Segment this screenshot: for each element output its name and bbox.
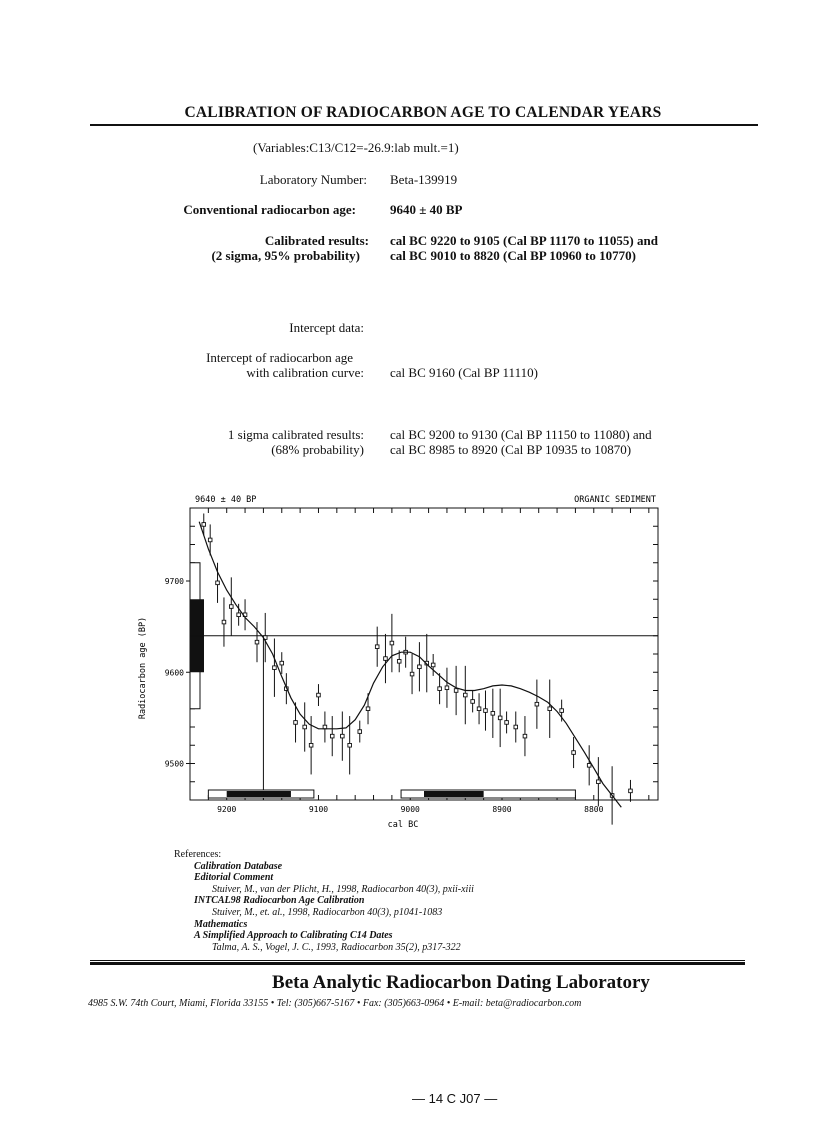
data-point xyxy=(597,780,601,784)
one-sigma-label-2: (68% probability) xyxy=(271,442,364,457)
data-point xyxy=(273,666,277,670)
data-point xyxy=(445,686,449,690)
x-axis-label: cal BC xyxy=(387,820,419,830)
chart-title: 9640 ± 40 BP xyxy=(195,495,257,505)
intercept-value: cal BC 9160 (Cal BP 11110) xyxy=(390,365,538,380)
reference-title: Calibration Database xyxy=(194,860,283,872)
data-point xyxy=(629,789,633,793)
data-point xyxy=(375,645,379,649)
footer-rule-thick xyxy=(90,962,745,965)
range-1sigma-bar xyxy=(227,791,291,797)
y-tick-label: 9600 xyxy=(164,668,184,678)
one-sigma-value-1: cal BC 9200 to 9130 (Cal BP 11150 to 11080) and xyxy=(390,427,652,442)
x-tick-label: 9000 xyxy=(400,805,420,814)
calibration-curve xyxy=(199,522,621,808)
data-point xyxy=(202,523,206,527)
data-point xyxy=(208,538,212,542)
data-point xyxy=(431,663,435,667)
calibration-chart xyxy=(130,488,670,833)
data-point xyxy=(572,751,576,755)
variables-line: (Variables:C13/C12=-26.9:lab mult.=1) xyxy=(253,140,459,155)
data-point xyxy=(397,660,401,664)
data-point xyxy=(216,581,220,585)
data-point xyxy=(294,721,298,725)
x-tick-label: 9100 xyxy=(308,805,329,814)
references-heading: References: xyxy=(174,849,222,860)
data-point xyxy=(390,641,394,645)
data-point xyxy=(548,707,552,711)
reference-citation: Stuiver, M., van der Plicht, H., 1998, Radiocarbon 40(3), pxii-xiii xyxy=(212,883,474,895)
data-point xyxy=(222,620,226,624)
footer-rule-thin xyxy=(90,960,745,961)
lab-number-label: Laboratory Number: xyxy=(259,172,367,187)
data-point xyxy=(237,613,241,617)
data-point xyxy=(535,702,539,706)
x-tick-label: 9200 xyxy=(217,805,237,814)
lab-name: Beta Analytic Radiocarbon Dating Laboratory xyxy=(272,972,650,993)
calibrated-value-1: cal BC 9220 to 9105 (Cal BP 11170 to 11055) and xyxy=(390,233,658,248)
data-point xyxy=(366,707,370,711)
data-point xyxy=(317,693,321,697)
data-point xyxy=(309,743,313,747)
title-rule xyxy=(90,124,758,126)
data-point xyxy=(280,661,284,665)
data-point xyxy=(330,734,334,738)
conventional-age-label: Conventional radiocarbon age: xyxy=(183,202,356,217)
chart-plot-area xyxy=(165,508,658,825)
reference-title: Mathematics xyxy=(194,918,248,930)
y-tick-label: 9500 xyxy=(164,759,184,769)
conventional-age-value: 9640 ± 40 BP xyxy=(390,202,463,217)
data-point xyxy=(523,734,527,738)
x-tick-label: 8800 xyxy=(584,805,604,814)
data-point xyxy=(505,721,509,725)
data-point xyxy=(341,734,345,738)
data-point xyxy=(418,665,422,669)
intercept-label-1: Intercept of radiocarbon age xyxy=(206,350,353,365)
one-sigma-label-1: 1 sigma calibrated results: xyxy=(227,427,364,442)
intercept-label-2: with calibration curve: xyxy=(246,365,364,380)
lab-number-value: Beta-139919 xyxy=(390,172,458,187)
references-block xyxy=(174,849,474,953)
intercept-heading: Intercept data: xyxy=(289,320,364,335)
one-sigma-value-2: cal BC 8985 to 8920 (Cal BP 10935 to 10870) xyxy=(390,442,632,457)
data-point xyxy=(358,730,362,734)
calibrated-value-2: cal BC 9010 to 8820 (Cal BP 10960 to 10770) xyxy=(390,248,636,263)
plot-frame xyxy=(190,508,658,800)
data-point xyxy=(348,743,352,747)
y-axis-label: Radiocarbon age (BP) xyxy=(138,616,148,720)
y-tick-label: 9700 xyxy=(164,577,184,586)
data-point xyxy=(438,687,442,691)
calibrated-label-1: Calibrated results: xyxy=(264,233,369,248)
data-point xyxy=(560,709,564,713)
calibrated-label-2: (2 sigma, 95% probability) xyxy=(211,248,360,263)
lab-address: 4985 S.W. 74th Court, Miami, Florida 33155 • Tel: (305)667-5167 • Fax: (305)663-0964 • E-mail: beta@radiocarbon.com xyxy=(88,998,582,1009)
data-point xyxy=(514,725,518,729)
reference-title: A Simplified Approach to Calibrating C14 Dates xyxy=(194,930,393,942)
data-point xyxy=(303,725,307,729)
reference-title: Editorial Comment xyxy=(194,872,274,884)
page-number: — 14 C J07 — xyxy=(412,1091,498,1106)
x-tick-label: 8900 xyxy=(492,805,512,814)
data-point xyxy=(384,657,388,661)
data-point xyxy=(410,672,414,676)
data-point xyxy=(463,693,467,697)
reference-citation: Stuiver, M., et. al., 1998, Radiocarbon 40(3), p1041-1083 xyxy=(212,906,443,918)
reference-title: INTCAL98 Radiocarbon Age Calibration xyxy=(194,895,365,907)
data-point xyxy=(229,605,233,609)
page-title: CALIBRATION OF RADIOCARBON AGE TO CALENDAR YEARS xyxy=(184,104,662,121)
chart-subtitle: ORGANIC SEDIMENT xyxy=(574,495,656,505)
range-1sigma-bar xyxy=(424,791,484,797)
data-point xyxy=(454,689,458,693)
data-point xyxy=(587,764,591,768)
data-point xyxy=(484,709,488,713)
data-point xyxy=(255,640,259,644)
data-point xyxy=(471,700,475,704)
data-point xyxy=(491,712,495,716)
reference-citation: Talma, A. S., Vogel, J. C., 1993, Radiocarbon 35(2), p317-322 xyxy=(212,941,461,953)
data-point xyxy=(477,707,481,711)
data-point xyxy=(498,716,502,720)
